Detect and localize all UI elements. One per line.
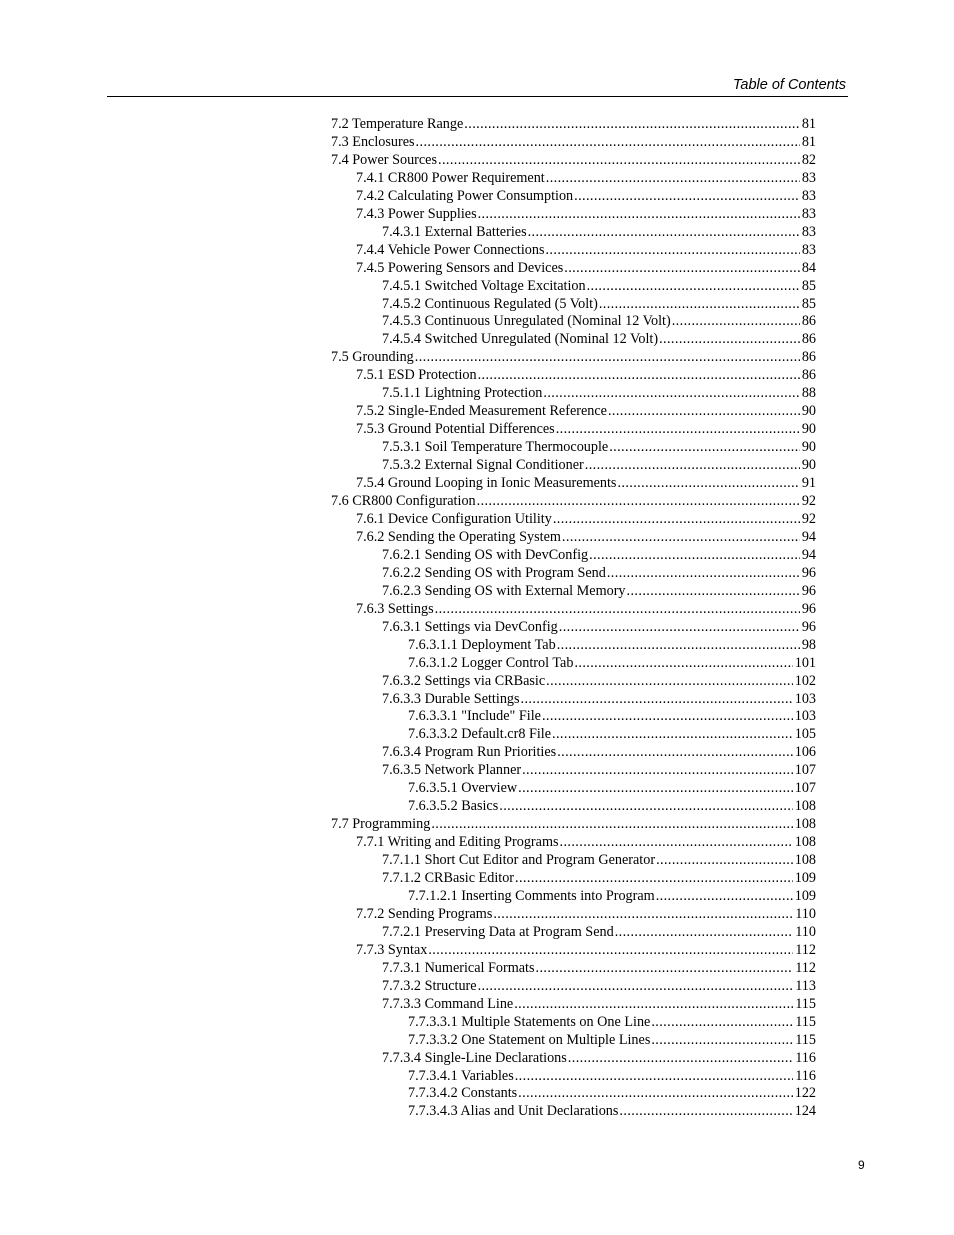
toc-entry[interactable]	[331, 1032, 816, 1050]
toc-entry-title: 7.5.4 Ground Looping in Ionic Measurements	[356, 475, 617, 492]
toc-entry[interactable]	[331, 780, 816, 798]
toc-entry-title: 7.5.3.2 External Signal Conditioner	[382, 457, 584, 474]
toc-entry-page: 92	[801, 510, 816, 527]
toc-dot-leader	[515, 870, 793, 888]
toc-entry-title: 7.4.2 Calculating Power Consumption	[356, 187, 574, 204]
toc-entry-title: 7.7.3.2 Structure	[382, 977, 477, 994]
toc-entry[interactable]	[331, 942, 816, 960]
toc-entry-page: 102	[794, 672, 816, 689]
toc-dot-leader	[619, 1103, 792, 1121]
toc-dot-leader	[542, 708, 793, 726]
toc-entry-page: 81	[801, 133, 816, 150]
toc-entry-title: 7.7.2 Sending Programs	[356, 905, 493, 922]
toc-entry[interactable]	[331, 619, 816, 637]
toc-entry-title: 7.7.3.3.2 One Statement on Multiple Lines	[408, 1031, 651, 1048]
toc-entry-page: 124	[794, 1103, 816, 1120]
toc-dot-leader	[438, 152, 800, 170]
toc-dot-leader	[518, 1085, 793, 1103]
toc-entry-page: 122	[794, 1085, 816, 1102]
toc-dot-leader	[589, 547, 800, 565]
toc-entry[interactable]	[331, 331, 816, 349]
toc-entry-page: 84	[801, 259, 816, 276]
toc-entry[interactable]	[331, 708, 816, 726]
toc-entry-page: 115	[795, 1013, 816, 1030]
toc-entry-page: 96	[801, 618, 816, 635]
toc-entry-title: 7.6.3.5.1 Overview	[408, 780, 518, 797]
toc-entry[interactable]	[331, 188, 816, 206]
toc-entry-title: 7.6 CR800 Configuration	[331, 493, 476, 510]
toc-entry-page: 106	[794, 744, 816, 761]
toc-entry-page: 112	[795, 959, 816, 976]
toc-dot-leader	[617, 475, 799, 493]
toc-entry[interactable]	[331, 547, 816, 565]
toc-dot-leader	[543, 385, 799, 403]
toc-entry[interactable]	[331, 996, 816, 1014]
toc-entry-title: 7.6.3.5 Network Planner	[382, 762, 522, 779]
toc-dot-leader	[587, 278, 800, 296]
toc-entry-title: 7.6.3.1 Settings via DevConfig	[382, 618, 558, 635]
toc-entry-page: 90	[801, 457, 816, 474]
toc-entry-title: 7.7.2.1 Preserving Data at Program Send	[382, 923, 614, 940]
toc-entry[interactable]	[331, 152, 816, 170]
toc-entry-page: 90	[801, 421, 816, 438]
toc-entry-title: 7.6.3.5.2 Basics	[408, 798, 499, 815]
toc-entry-page: 86	[801, 313, 816, 330]
toc-dot-leader	[545, 242, 799, 260]
toc-entry[interactable]	[331, 798, 816, 816]
toc-entry-title: 7.4 Power Sources	[331, 151, 437, 168]
toc-entry[interactable]	[331, 691, 816, 709]
toc-dot-leader	[478, 367, 800, 385]
toc-entry[interactable]	[331, 170, 816, 188]
toc-dot-leader	[431, 816, 792, 834]
toc-dot-leader	[672, 313, 800, 331]
toc-entry[interactable]	[331, 1085, 816, 1103]
toc-dot-leader	[435, 601, 800, 619]
toc-entry[interactable]	[331, 924, 816, 942]
toc-entry-title: 7.7.3.1 Numerical Formats	[382, 959, 535, 976]
toc-dot-leader	[464, 116, 800, 134]
toc-entry-title: 7.6.2.2 Sending OS with Program Send	[382, 564, 606, 581]
toc-entry-title: 7.4.3 Power Supplies	[356, 205, 477, 222]
toc-entry[interactable]	[331, 960, 816, 978]
toc-entry-title: 7.6.3 Settings	[356, 600, 434, 617]
toc-dot-leader	[609, 439, 800, 457]
toc-dot-leader	[514, 996, 793, 1014]
toc-entry[interactable]	[331, 439, 816, 457]
toc-dot-leader	[515, 1068, 794, 1086]
toc-dot-leader	[651, 1014, 793, 1032]
toc-dot-leader	[574, 188, 800, 206]
toc-entry-page: 116	[795, 1049, 816, 1066]
table-of-contents	[331, 116, 816, 1121]
toc-entry[interactable]	[331, 475, 816, 493]
toc-entry[interactable]	[331, 888, 816, 906]
toc-dot-leader	[564, 260, 800, 278]
toc-entry-title: 7.7.1.2 CRBasic Editor	[382, 870, 515, 887]
toc-dot-leader	[478, 978, 794, 996]
toc-entry-page: 96	[801, 564, 816, 581]
page-number: 9	[858, 1158, 865, 1172]
toc-dot-leader	[585, 457, 800, 475]
toc-entry[interactable]	[331, 565, 816, 583]
toc-entry[interactable]	[331, 403, 816, 421]
toc-entry[interactable]	[331, 1050, 816, 1068]
toc-entry-page: 113	[795, 977, 816, 994]
toc-entry-title: 7.5.3 Ground Potential Differences	[356, 421, 555, 438]
toc-dot-leader	[607, 565, 800, 583]
toc-entry-title: 7.6.2.1 Sending OS with DevConfig	[382, 546, 589, 563]
toc-dot-leader	[546, 673, 793, 691]
toc-entry[interactable]	[331, 601, 816, 619]
toc-entry-title: 7.6.3.3 Durable Settings	[382, 690, 520, 707]
toc-entry[interactable]	[331, 1103, 816, 1121]
toc-entry[interactable]	[331, 511, 816, 529]
toc-dot-leader	[560, 834, 793, 852]
toc-entry-page: 83	[801, 223, 816, 240]
toc-entry[interactable]	[331, 278, 816, 296]
toc-entry[interactable]	[331, 421, 816, 439]
toc-entry-title: 7.7.3.3 Command Line	[382, 995, 514, 1012]
toc-entry-title: 7.4.5.4 Switched Unregulated (Nominal 12 Volt)	[382, 331, 659, 348]
toc-entry[interactable]	[331, 834, 816, 852]
toc-entry-page: 115	[795, 1031, 816, 1048]
toc-entry-title: 7.4.1 CR800 Power Requirement	[356, 169, 545, 186]
toc-entry-title: 7.6.2 Sending the Operating System	[356, 528, 561, 545]
toc-dot-leader	[559, 619, 800, 637]
toc-entry-title: 7.5 Grounding	[331, 349, 414, 366]
toc-entry-page: 86	[801, 331, 816, 348]
toc-entry-page: 107	[794, 762, 816, 779]
toc-entry-title: 7.7.3.4.2 Constants	[408, 1085, 518, 1102]
toc-entry-page: 85	[801, 277, 816, 294]
toc-dot-leader	[615, 924, 794, 942]
toc-entry[interactable]	[331, 655, 816, 673]
toc-entry-title: 7.7.3.4.3 Alias and Unit Declarations	[408, 1103, 619, 1120]
toc-entry-title: 7.5.1.1 Lightning Protection	[382, 385, 543, 402]
toc-entry-page: 115	[795, 995, 816, 1012]
toc-entry-title: 7.6.3.3.2 Default.cr8 File	[408, 726, 552, 743]
toc-dot-leader	[521, 691, 793, 709]
toc-entry-title: 7.4.3.1 External Batteries	[382, 223, 527, 240]
toc-entry[interactable]	[331, 116, 816, 134]
toc-dot-leader	[656, 852, 793, 870]
toc-dot-leader	[428, 942, 793, 960]
toc-entry-title: 7.4.5.1 Switched Voltage Excitation	[382, 277, 586, 294]
toc-dot-leader	[416, 134, 800, 152]
toc-entry-page: 83	[801, 169, 816, 186]
toc-dot-leader	[599, 296, 800, 314]
toc-entry[interactable]	[331, 1068, 816, 1086]
toc-entry-title: 7.5.1 ESD Protection	[356, 367, 477, 384]
toc-entry[interactable]	[331, 870, 816, 888]
toc-entry[interactable]	[331, 260, 816, 278]
toc-entry-page: 112	[795, 941, 816, 958]
toc-entry[interactable]	[331, 367, 816, 385]
toc-entry-page: 109	[794, 870, 816, 887]
toc-entry-page: 83	[801, 241, 816, 258]
toc-entry[interactable]	[331, 816, 816, 834]
toc-entry-page: 90	[801, 403, 816, 420]
toc-entry[interactable]	[331, 762, 816, 780]
toc-entry-page: 88	[801, 385, 816, 402]
toc-entry-page: 108	[794, 816, 816, 833]
toc-dot-leader	[553, 511, 800, 529]
toc-dot-leader	[651, 1032, 793, 1050]
toc-entry-page: 96	[801, 582, 816, 599]
toc-dot-leader	[518, 780, 793, 798]
toc-entry-page: 101	[794, 654, 816, 671]
toc-dot-leader	[568, 1050, 793, 1068]
toc-entry-title: 7.7 Programming	[331, 816, 431, 833]
toc-dot-leader	[552, 726, 793, 744]
toc-entry[interactable]	[331, 726, 816, 744]
toc-entry-title: 7.6.3.2 Settings via CRBasic	[382, 672, 546, 689]
toc-entry-page: 83	[801, 205, 816, 222]
toc-dot-leader	[528, 224, 800, 242]
toc-entry-page: 116	[795, 1067, 816, 1084]
toc-entry[interactable]	[331, 529, 816, 547]
toc-entry[interactable]	[331, 206, 816, 224]
toc-entry-title: 7.3 Enclosures	[331, 133, 415, 150]
toc-entry-page: 85	[801, 295, 816, 312]
toc-dot-leader	[493, 906, 793, 924]
toc-entry-page: 86	[801, 349, 816, 366]
toc-entry-title: 7.7.1.2.1 Inserting Comments into Program	[408, 887, 655, 904]
toc-entry-title: 7.2 Temperature Range	[331, 116, 464, 132]
toc-dot-leader	[546, 170, 800, 188]
toc-entry-title: 7.7.1 Writing and Editing Programs	[356, 834, 559, 851]
toc-entry-page: 86	[801, 367, 816, 384]
toc-entry-title: 7.7.3.4 Single-Line Declarations	[382, 1049, 567, 1066]
toc-dot-leader	[627, 583, 800, 601]
toc-dot-leader	[499, 798, 792, 816]
toc-entry[interactable]	[331, 242, 816, 260]
toc-entry[interactable]	[331, 457, 816, 475]
toc-entry-page: 109	[794, 887, 816, 904]
toc-dot-leader	[522, 762, 793, 780]
toc-entry-title: 7.5.2 Single-Ended Measurement Reference	[356, 403, 607, 420]
toc-dot-leader	[477, 493, 800, 511]
toc-entry[interactable]	[331, 906, 816, 924]
header-rule	[107, 96, 848, 97]
toc-dot-leader	[415, 349, 800, 367]
toc-dot-leader	[536, 960, 794, 978]
toc-entry-title: 7.4.5.3 Continuous Unregulated (Nominal 12 Volt)	[382, 313, 671, 330]
toc-entry-page: 94	[801, 528, 816, 545]
toc-entry[interactable]	[331, 493, 816, 511]
toc-entry[interactable]	[331, 744, 816, 762]
toc-entry-page: 96	[801, 600, 816, 617]
toc-entry-page: 83	[801, 187, 816, 204]
toc-entry-page: 81	[801, 116, 816, 132]
toc-entry-title: 7.6.3.4 Program Run Priorities	[382, 744, 557, 761]
toc-entry-page: 108	[794, 834, 816, 851]
toc-dot-leader	[608, 403, 800, 421]
toc-entry-page: 110	[795, 923, 816, 940]
toc-entry[interactable]	[331, 978, 816, 996]
toc-dot-leader	[556, 421, 800, 439]
toc-dot-leader	[478, 206, 800, 224]
toc-dot-leader	[656, 888, 793, 906]
toc-entry-title: 7.7.1.1 Short Cut Editor and Program Generator	[382, 852, 656, 869]
toc-entry-title: 7.6.2.3 Sending OS with External Memory	[382, 582, 626, 599]
toc-dot-leader	[557, 637, 800, 655]
toc-entry-title: 7.6.1 Device Configuration Utility	[356, 510, 552, 527]
toc-entry-title: 7.7.3.4.1 Variables	[408, 1067, 514, 1084]
toc-entry-page: 105	[794, 726, 816, 743]
toc-entry-page: 94	[801, 546, 816, 563]
toc-entry-title: 7.7.3 Syntax	[356, 941, 428, 958]
toc-dot-leader	[574, 655, 792, 673]
toc-entry-page: 103	[794, 708, 816, 725]
toc-entry[interactable]	[331, 296, 816, 314]
toc-entry-page: 91	[801, 475, 816, 492]
toc-entry[interactable]	[331, 134, 816, 152]
toc-entry-page: 92	[801, 493, 816, 510]
toc-entry-page: 98	[801, 636, 816, 653]
toc-entry-title: 7.4.5.2 Continuous Regulated (5 Volt)	[382, 295, 598, 312]
toc-dot-leader	[562, 529, 800, 547]
toc-entry-title: 7.6.3.1.2 Logger Control Tab	[408, 654, 574, 671]
toc-entry-title: 7.5.3.1 Soil Temperature Thermocouple	[382, 439, 609, 456]
toc-entry[interactable]	[331, 673, 816, 691]
toc-entry-title: 7.6.3.3.1 "Include" File	[408, 708, 541, 725]
toc-entry-title: 7.7.3.3.1 Multiple Statements on One Line	[408, 1013, 651, 1030]
toc-entry-page: 108	[794, 852, 816, 869]
page-header-title: Table of Contents	[732, 77, 846, 93]
toc-entry-page: 103	[794, 690, 816, 707]
toc-entry-page: 107	[794, 780, 816, 797]
toc-entry-page: 82	[801, 151, 816, 168]
toc-entry[interactable]	[331, 385, 816, 403]
toc-entry-title: 7.6.3.1.1 Deployment Tab	[408, 636, 556, 653]
toc-entry-title: 7.4.5 Powering Sensors and Devices	[356, 259, 564, 276]
toc-entry[interactable]	[331, 583, 816, 601]
toc-entry[interactable]	[331, 224, 816, 242]
toc-entry-page: 110	[795, 905, 816, 922]
toc-entry[interactable]	[331, 637, 816, 655]
toc-dot-leader	[659, 331, 800, 349]
toc-entry[interactable]	[331, 349, 816, 367]
toc-entry-page: 108	[794, 798, 816, 815]
toc-entry[interactable]	[331, 313, 816, 331]
toc-entry[interactable]	[331, 1014, 816, 1032]
toc-entry-title: 7.4.4 Vehicle Power Connections	[356, 241, 545, 258]
toc-dot-leader	[557, 744, 793, 762]
toc-entry[interactable]	[331, 852, 816, 870]
toc-entry-page: 90	[801, 439, 816, 456]
